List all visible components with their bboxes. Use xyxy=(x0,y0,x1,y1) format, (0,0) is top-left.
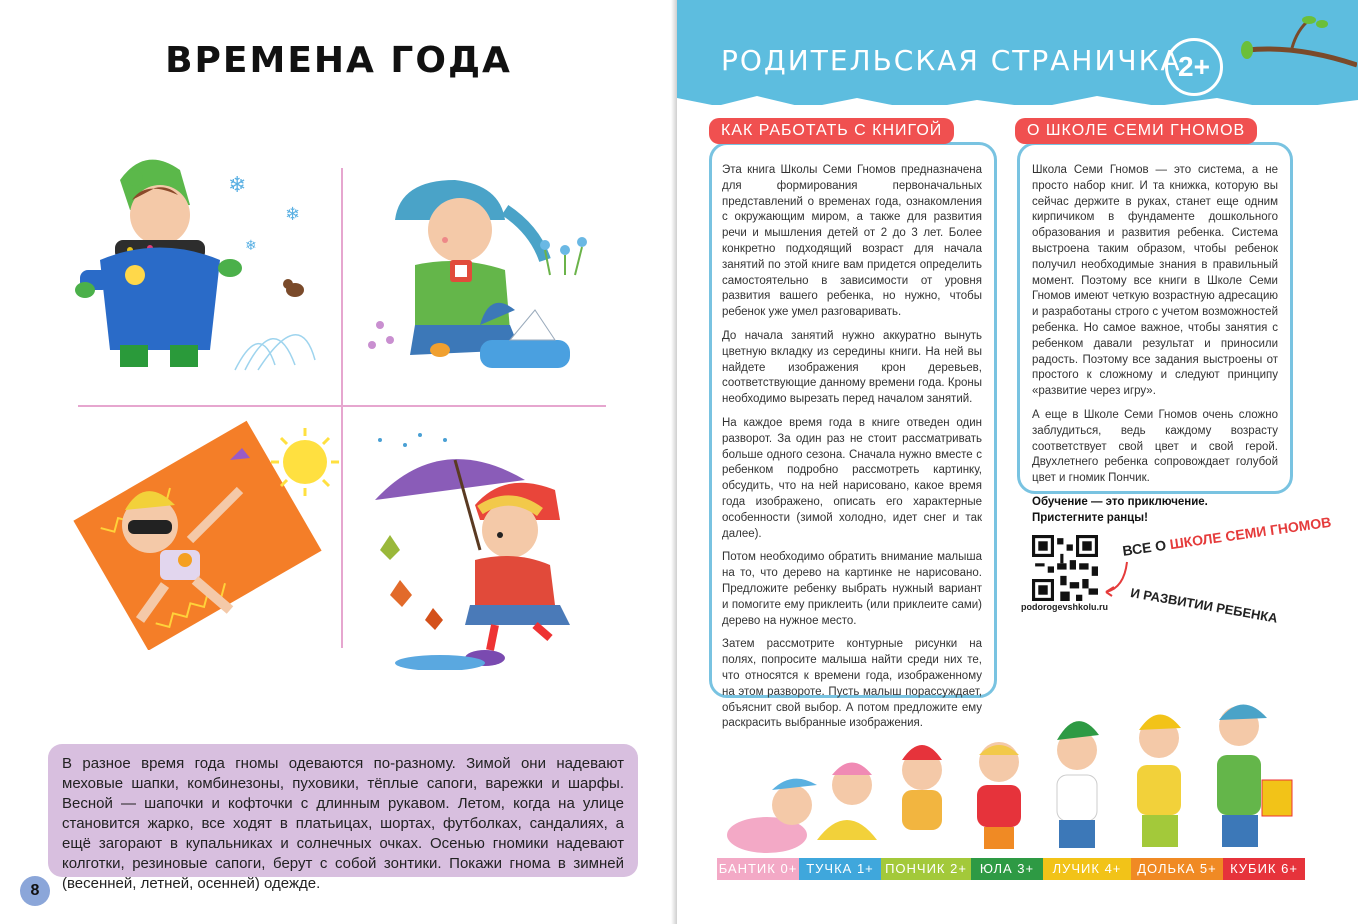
age-label-bantik: БАНТИК 0+ xyxy=(717,858,799,880)
svg-text:❄: ❄ xyxy=(285,204,301,225)
winter-gnome-illustration xyxy=(60,150,340,390)
gnome-lineup-illustration xyxy=(707,690,1327,860)
spring-gnome-illustration xyxy=(360,150,610,390)
page-title: ВРЕМЕНА ГОДА xyxy=(165,40,512,81)
gnome-dolka xyxy=(1137,714,1181,847)
promo-url[interactable]: podorogevshkolu.ru xyxy=(1021,602,1109,612)
about-box xyxy=(1017,142,1293,524)
gnome-kubik xyxy=(1217,704,1292,847)
left-page xyxy=(0,0,677,924)
age-label-ponchik: ПОНЧИК 2+ xyxy=(881,858,971,880)
age-label-dolka: ДОЛЬКА 5+ xyxy=(1131,858,1223,880)
right-page xyxy=(677,0,1358,924)
age-badge: 2+ xyxy=(1165,38,1223,96)
svg-text:❄: ❄ xyxy=(228,173,247,198)
banner-title: РОДИТЕЛЬСКАЯ СТРАНИЧКА xyxy=(721,44,1182,77)
promo-highlight: ШКОЛЕ СЕМИ ГНОМОВ xyxy=(1168,513,1333,553)
age-label-tuchka: ТУЧКА 1+ xyxy=(799,858,881,880)
divider-vertical xyxy=(341,168,343,648)
how-to-paragraph: На каждое время года в книге отведен один разворот. За один раз не стоит рассматривать больше одного сезона. Сначала нужно вместе с ребенком подробно рассмотреть картинку, обсудить, что на ней нарисовано, какое время года изображено, описать его характерные особенности (зимой холодно, идет снег и так далее). xyxy=(722,416,982,540)
how-to-paragraph: Затем рассмотрите контурные рисунки на полях, попросите малыша найти среди них те, что относятся к времени года, изображенному на этом развороте. Пусть малыш порассуждает, объяснит свой выбор. А потом предложите ему раскрасить выбранные изображения. xyxy=(722,638,982,730)
qr-code-icon[interactable] xyxy=(1032,535,1098,601)
arrow-icon xyxy=(1102,560,1132,600)
branch-icon xyxy=(1237,10,1357,80)
torn-paper-edge xyxy=(677,88,1358,118)
gnome-tuchka xyxy=(817,763,877,841)
page-number: 8 xyxy=(20,876,50,906)
svg-text:❄: ❄ xyxy=(245,238,257,254)
how-to-heading: КАК РАБОТАТЬ С КНИГОЙ xyxy=(709,118,954,144)
gnome-bantik xyxy=(727,779,817,853)
task-description: В разное время года гномы одеваются по-разному. Зимой они надевают меховые шапки, комбинезоны, пуховики, тёплые сапоги, варежки и шарфы. Весной — шапочки и кофточки с длинным рукавом. Летом, когда на улице становится жарко, все ходят в платьицах, шортах, футболках, сандалиях, а ещё загорают в купальниках и солнечных очках. Осенью гномики надевают колготки, резиновые сапоги, берут с собой зонтики. Покажи гнома в зимней (весенней, летней, осенней) одежде. xyxy=(48,744,638,877)
slogan-line-1: Обучение — это приключение. xyxy=(1032,495,1208,508)
how-to-paragraph: До начала занятий нужно аккуратно вынуть цветную вкладку из середины книги. На ней вы найдете изображения крон деревьев, соответствующие данному времени года. Кроны необходимо вырезать перед началом занятий. xyxy=(722,329,982,406)
about-paragraph: Школа Семи Гномов — это система, а не просто набор книг. И та книжка, которую вы сейчас держите в руках, станет еще одним кирпичиком в фундаменте дошкольного образования и развития ребенка. Система выстроена таким образом, чтобы ребенок получил необходимые знания в правильный момент. Поэтому все книги в Школе Семи Гномов имеют четкую возрастную адресацию и разработаны строго с учетом возможностей ребенка. Но самое важное, чтобы занятия с ребенком давали результат и приносили радость. Поэтому все задания выстроены от простого к сложному и следуют принципу «развитие через игру». xyxy=(1032,164,1278,398)
age-label-yula: ЮЛА 3+ xyxy=(971,858,1043,880)
gnome-ponchik xyxy=(902,745,942,850)
promo-prefix: ВСЕ О xyxy=(1121,536,1171,559)
age-label-kubik: КУБИК 6+ xyxy=(1223,858,1305,880)
gnome-luchik xyxy=(1057,721,1099,848)
slogan-line-2: Пристегните ранцы! xyxy=(1032,511,1148,524)
autumn-gnome-illustration xyxy=(360,420,620,670)
how-to-box xyxy=(709,142,997,730)
about-heading: О ШКОЛЕ СЕМИ ГНОМОВ xyxy=(1015,118,1257,144)
about-paragraph: А еще в Школе Семи Гномов очень сложно заблудиться, ведь каждому возрасту соответствует свой цвет и свой герой. Двухлетнего ребенка сопровождает голубой цвет и гномик Пончик. xyxy=(1032,408,1278,485)
age-label-luchik: ЛУЧИК 4+ xyxy=(1043,858,1131,880)
how-to-paragraph: Потом необходимо обратить внимание малыша на то, что дерево на картинке не нарисовано. Предложите ребенку выбрать нужный вариант и помогите ему приклеить (или приклеите сами) дерево на нужное место. xyxy=(722,551,982,627)
age-label-strip xyxy=(717,858,1305,880)
summer-gnome-illustration xyxy=(70,420,340,650)
promo-line-2: И РАЗВИТИИ РЕБЕНКА xyxy=(1129,585,1279,626)
how-to-paragraph: Эта книга Школы Семи Гномов предназначена для формирования первоначальных представлений о временах года, ознакомления с окружающим миром, а также для развития речи и мышления детей от 2 до 3 лет. Более конкретно подходящий возраст для начала занятий по этой книге вам придется определить самостоятельно в зависимости от уровня развития вашего ребенка, но нужно, чтобы ребенок уже умел разговаривать. xyxy=(722,164,982,319)
gnome-yula xyxy=(977,742,1021,849)
